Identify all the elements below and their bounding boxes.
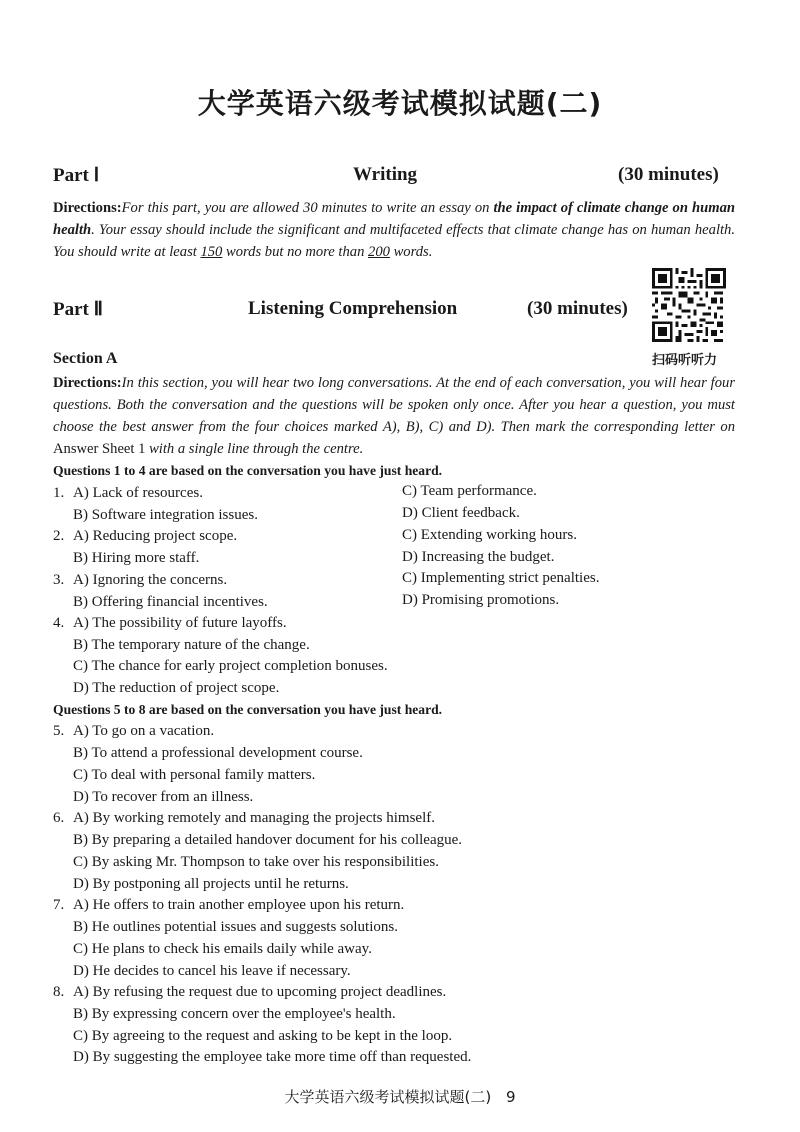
option-d[interactable]: D) He decides to cancel his leave if necessary. bbox=[73, 963, 351, 979]
part1-time: (30 minutes) bbox=[618, 164, 719, 185]
max-words: 200 bbox=[368, 244, 390, 260]
part1-label: Part Ⅰ bbox=[53, 165, 100, 186]
option-b[interactable]: B) By expressing concern over the employee's health. bbox=[73, 1006, 396, 1022]
question-number: 5. bbox=[53, 723, 65, 739]
option-a[interactable]: A) To go on a vacation. bbox=[73, 723, 215, 739]
option-c[interactable]: C) To deal with personal family matters. bbox=[73, 767, 316, 783]
question-number: 2. bbox=[53, 528, 65, 544]
option-a[interactable]: A) Reducing project scope. bbox=[73, 528, 238, 544]
option-b[interactable]: B) He outlines potential issues and suggests solutions. bbox=[73, 919, 398, 935]
section-a-title: Section A bbox=[53, 350, 118, 367]
option-a[interactable]: A) Ignoring the concerns. bbox=[73, 572, 228, 588]
page-footer bbox=[0, 1086, 800, 1107]
option-d[interactable]: D) Promising promotions. bbox=[402, 592, 560, 608]
option-d[interactable]: D) The reduction of project scope. bbox=[73, 680, 280, 696]
essay-topic: the impact of climate change on human health bbox=[53, 200, 736, 238]
part2-name: Listening Comprehension bbox=[248, 298, 458, 319]
option-a[interactable]: A) By working remotely and managing the projects himself. bbox=[73, 810, 435, 826]
question-number: 4. bbox=[53, 615, 65, 631]
part2-label: Part Ⅱ bbox=[53, 299, 103, 320]
question-number: 1. bbox=[53, 485, 65, 501]
answer-sheet-ref: Answer Sheet 1 bbox=[53, 441, 146, 457]
option-c[interactable]: C) He plans to check his emails daily while away. bbox=[73, 941, 372, 957]
page-title: 大学英语六级考试模拟试题(二) bbox=[197, 87, 603, 120]
min-words: 150 bbox=[200, 244, 223, 260]
option-b[interactable]: B) Hiring more staff. bbox=[73, 550, 200, 566]
part1-directions: Directions:For this part, you are allowed 30 minutes to write an essay on the impact of climate change on human health. Your essay should include the significant and multifaceted effects that climate change has on human health. You should write at least 150 words but no more than 200 words. bbox=[53, 200, 736, 260]
option-d[interactable]: D) Client feedback. bbox=[402, 505, 520, 521]
question-number: 6. bbox=[53, 810, 65, 826]
page-number: 9 bbox=[505, 1088, 516, 1106]
option-b[interactable]: B) Software integration issues. bbox=[73, 507, 258, 523]
option-a[interactable]: A) He offers to train another employee upon his return. bbox=[73, 897, 405, 913]
option-c[interactable]: C) The chance for early project completion bonuses. bbox=[73, 658, 388, 674]
question-number: 8. bbox=[53, 984, 65, 1000]
section-a-directions: Directions:In this section, you will hear two long conversations. At the end of each conversation, you will hear four questions. Both the conversation and the questions will be spoken only once. After you hear a question, you must choose the best answer from the four choices marked A), B), C) and D). Then mark the corresponding letter on Answer Sheet 1 with a single line through the centre. bbox=[53, 375, 735, 457]
option-b[interactable]: B) By preparing a detailed handover document for his colleague. bbox=[73, 832, 463, 848]
option-b[interactable]: B) Offering financial incentives. bbox=[73, 594, 268, 610]
option-c[interactable]: C) Implementing strict penalties. bbox=[402, 570, 600, 586]
option-c[interactable]: C) By agreeing to the request and asking to be kept in the loop. bbox=[73, 1028, 453, 1044]
option-b[interactable]: B) The temporary nature of the change. bbox=[73, 637, 310, 653]
option-d[interactable]: D) Increasing the budget. bbox=[402, 549, 555, 565]
option-a[interactable]: A) By refusing the request due to upcoming project deadlines. bbox=[73, 984, 447, 1000]
part2-header bbox=[53, 298, 735, 328]
part1-header bbox=[53, 164, 735, 194]
option-d[interactable]: D) By suggesting the employee take more time off than requested. bbox=[73, 1049, 472, 1065]
question-number: 7. bbox=[53, 897, 65, 913]
qr-caption: 扫码听听力 bbox=[652, 353, 718, 368]
option-c[interactable]: C) Extending working hours. bbox=[402, 527, 577, 543]
question-group-heading: Questions 5 to 8 are based on the conversation you have just heard. bbox=[53, 702, 443, 717]
option-a[interactable]: A) The possibility of future layoffs. bbox=[73, 615, 287, 631]
option-a[interactable]: A) Lack of resources. bbox=[73, 485, 203, 501]
question-group-heading: Questions 1 to 4 are based on the conversation you have just heard. bbox=[53, 463, 443, 478]
option-c[interactable]: C) By asking Mr. Thompson to take over his responsibilities. bbox=[73, 854, 439, 870]
option-d[interactable]: D) By postponing all projects until he returns. bbox=[73, 876, 349, 892]
part1-name: Writing bbox=[353, 164, 418, 185]
footer-title: 大学英语六级考试模拟试题(二) bbox=[284, 1088, 492, 1106]
option-d[interactable]: D) To recover from an illness. bbox=[73, 789, 254, 805]
question-number: 3. bbox=[53, 572, 65, 588]
qr-code-icon[interactable] bbox=[652, 268, 726, 342]
option-c[interactable]: C) Team performance. bbox=[402, 483, 537, 499]
option-b[interactable]: B) To attend a professional development course. bbox=[73, 745, 363, 761]
part2-time: (30 minutes) bbox=[527, 298, 628, 319]
